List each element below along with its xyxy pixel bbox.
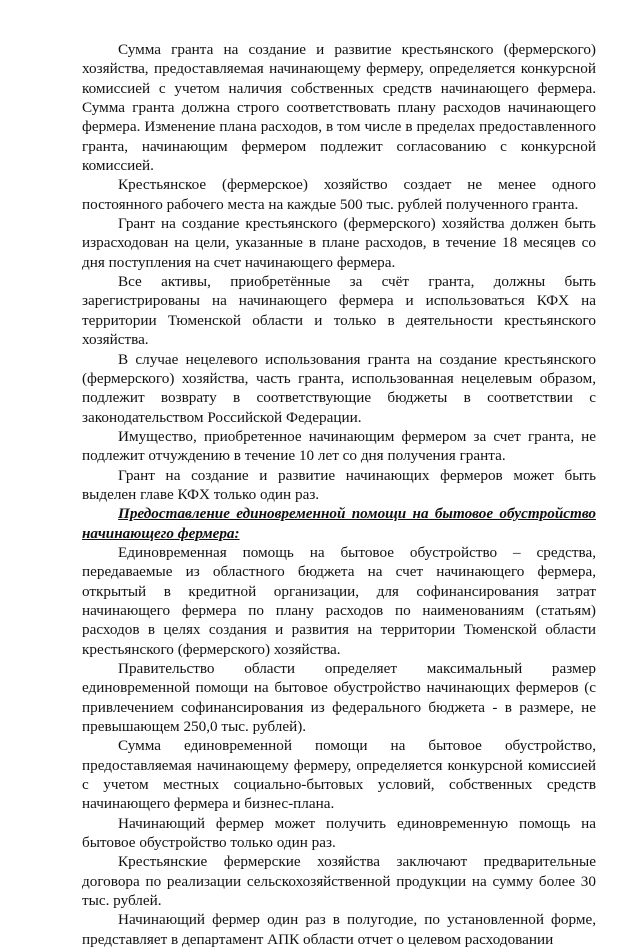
paragraph-grant-once: Грант на создание и развитие начинающих фермеров может быть выделен главе КФХ только один раз. [82, 466, 596, 503]
paragraph-assets-registration: Все активы, приобретённые за счёт гранта, должны быть зарегистрированы на начинающего фермера и использоваться КФХ на территории Тюменской области и только в деятельности крестьянского хозяйства. [82, 273, 596, 349]
paragraph-aid-once: Начинающий фермер может получить единовременную помощь на бытовое обустройство только один раз. [82, 814, 596, 852]
paragraph-workplaces: Крестьянское (фермерское) хозяйство создает не менее одного постоянного рабочего места на каждые 500 тыс. рублей полученного гранта. [82, 176, 596, 213]
paragraph-aid-amount-commission: Сумма единовременной помощи на бытовое обустройство, предоставляемая начинающему фермеру, определяется конкурсной комиссией с учетом местных социально-бытовых условий, собственных средств начинающего фермера и бизнес-плана. [82, 737, 596, 813]
paragraph-grant-spending-term: Грант на создание крестьянского (фермерского) хозяйства должен быть израсходован на цели, указанные в плане расходов, в течение 18 месяцев со дня поступления на счет начинающего фермера. [82, 215, 596, 271]
paragraph-government-max-amount: Правительство области определяет максимальный размер единовременной помощи на бытовое обустройство начинающих фермеров (с привлечением софинансирования из федерального бюджета - в размере, не превышающем 250,0 тыс. рублей). [82, 660, 596, 736]
paragraph-property-alienation: Имущество, приобретенное начинающим фермером за счет гранта, не подлежит отчуждению в течение 10 лет со дня получения гранта. [82, 427, 596, 465]
paragraph-grant-amount: Сумма гранта на создание и развитие крестьянского (фермерского) хозяйства, предоставляемая начинающему фермеру, определяется конкурсной комиссией с учетом наличия собственных средств начинающего фермера. Сумма гранта должна строго соответствовать плану расходов начинающего фермера. Изменение плана расходов, в том числе в пределах предоставленного гранта, начинающим фермером подлежит согласованию с конкурсной комиссией. [82, 41, 596, 175]
paragraph-misuse-refund: В случае нецелевого использования гранта на создание крестьянского (фермерского) хозяйства, часть гранта, использованная нецелевым образом, подлежит возврату в соответствующие бюджеты в соответствии с законодательством Российской Федерации. [82, 350, 596, 426]
paragraph-preliminary-contracts: Крестьянские фермерские хозяйства заключают предварительные договора по реализации сельскохозяйственной продукции на сумму более 30 тыс. рублей. [82, 853, 596, 910]
paragraph-household-aid-definition: Единовременная помощь на бытовое обустройство – средства, передаваемые из областного бюджета на счет начинающего фермера, открытый в кредитной организации, для софинансирования затрат начинающего фермера по плану расходов по наименованиям (статьям) расходов в целях создания и развития на территории Тюменской области крестьянского (фермерского) хозяйства. [82, 543, 596, 658]
section-heading: Предоставление единовременной помощи на бытовое обустройство начинающего фермера: [82, 505, 596, 542]
paragraph-semiannual-report: Начинающий фермер один раз в полугодие, по установленной форме, представляет в департамент АПК области отчет о целевом расходовании [82, 911, 596, 948]
